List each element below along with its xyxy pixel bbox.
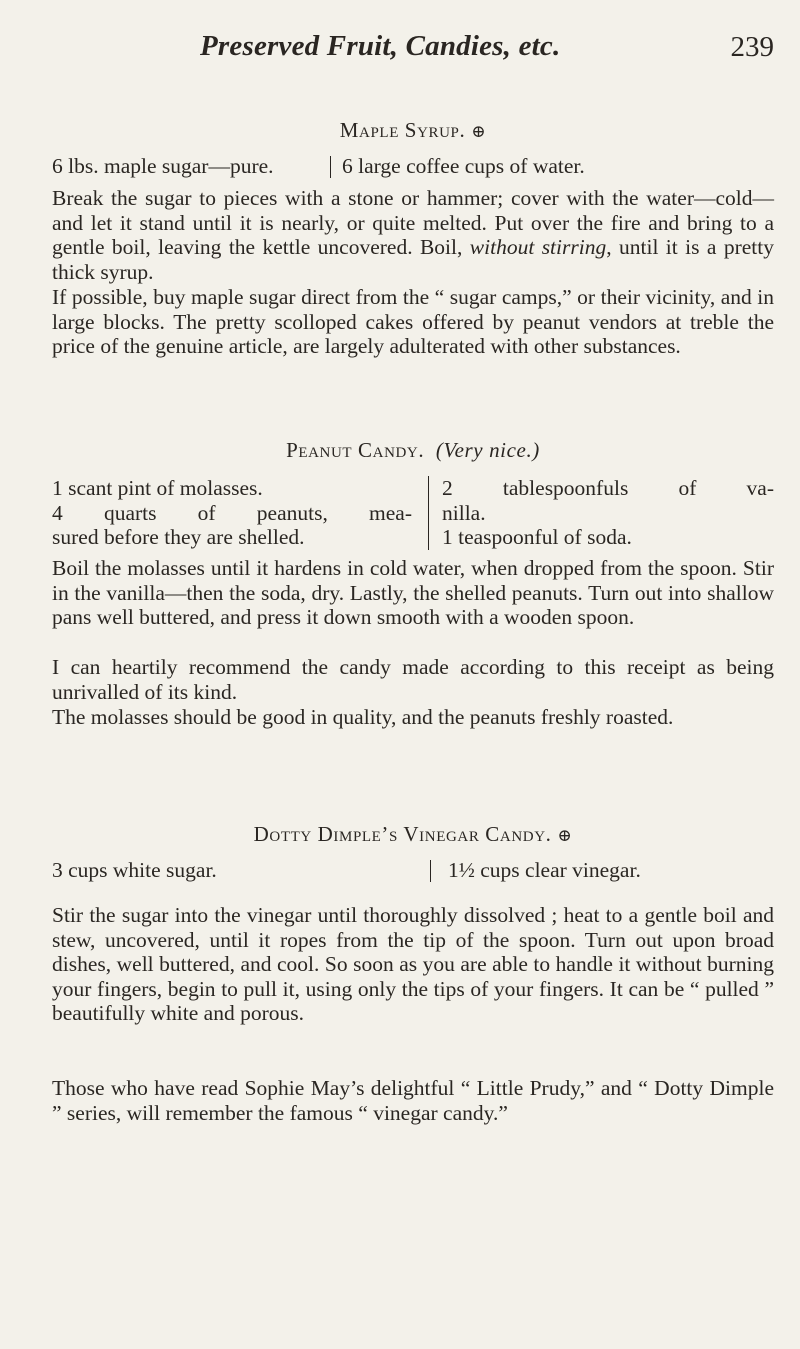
- peanut-paragraph-1: Boil the molasses until it hardens in cold water, when dropped from the spoon. Stir in the vanilla—then the soda, dry. Lastly, the shelled peanuts. Turn out into shallow pans well buttered, and press it down smooth with a wooden spoon.: [52, 556, 774, 630]
- vinegar-candy-title-text: Dotty Dimple’s Vinegar Candy.: [253, 822, 552, 846]
- vinegar-candy-title: [52, 822, 774, 847]
- maple-paragraph-2: If possible, buy maple sugar direct from the “ sugar camps,” or their vicinity, and in large blocks. The pretty scolloped cakes offered by peanut vendors at treble the price of the genuine article, are largely adulterated with other substances.: [52, 285, 774, 359]
- ingredient-right: 6 large coffee cups of water.: [342, 154, 585, 178]
- peanut-paragraph-3: The molasses should be good in quality, and the peanuts freshly roasted.: [52, 705, 674, 729]
- peanut-candy-title: [52, 438, 774, 463]
- ingredient-right: 1½ cups clear vinegar.: [448, 858, 641, 882]
- ingredient-left: 6 lbs. maple sugar—pure.: [52, 154, 274, 178]
- ingredient-divider: [428, 476, 429, 550]
- maple-syrup-title: [52, 118, 774, 143]
- peanut-paragraph-2: I can heartily recommend the candy made according to this receipt as being unrivalled of its kind.: [52, 655, 774, 704]
- maple-syrup-title-text: Maple Syrup.: [339, 118, 466, 142]
- peanut-candy-title-text: Peanut Candy.: [286, 438, 425, 462]
- ingredient-line: sured before they are shelled.: [52, 525, 305, 549]
- ingredient-line: 2 tablespoonfuls of va-: [442, 476, 774, 500]
- peanut-ingredients-right: [442, 476, 774, 550]
- ingredient-left: 3 cups white sugar.: [52, 858, 217, 882]
- running-title: Preserved Fruit, Candies, etc.: [200, 30, 561, 62]
- ingredient-line: 4 quarts of peanuts, mea-: [52, 500, 412, 525]
- ingredient-line: 1 scant pint of molasses.: [52, 476, 263, 500]
- recipe-symbol-icon: ⊕: [557, 826, 573, 845]
- ingredient-divider: [430, 860, 431, 882]
- page-header: [52, 30, 774, 70]
- vinegar-paragraph-1: Stir the sugar into the vinegar until thoroughly dissolved ; heat to a gentle boil and stew, uncovered, until it ropes from the tip of the spoon. Turn out upon broad dishes, well buttered, and cool. So soon as you are able to handle it without burning your fingers, begin to pull it, using only the tips of your fingers. It can be “ pulled ” beautifully white and porous.: [52, 903, 774, 1026]
- ingredient-line: 1 teaspoonful of soda.: [442, 525, 632, 549]
- peanut-candy-note: (Very nice.): [435, 438, 540, 462]
- maple-paragraph-1: Break the sugar to pieces with a stone or hammer; cover with the water—cold—and let it stand until it is nearly, or quite melted. Put over the fire and bring to a gentle boil, leaving the kettle uncovered. Boil, without stirring, until it is a pretty thick syrup.: [52, 186, 774, 284]
- peanut-ingredients-left: [52, 476, 412, 550]
- page-number: 239: [730, 31, 774, 63]
- recipe-symbol-icon: ⊕: [471, 122, 487, 141]
- ingredient-line: nilla.: [442, 500, 486, 525]
- ingredient-divider: [330, 156, 331, 178]
- vinegar-paragraph-2: Those who have read Sophie May’s delightful “ Little Prudy,” and “ Dotty Dimple ” series, will remember the famous “ vinegar candy.”: [52, 1076, 774, 1125]
- emphasis-text: without stirring: [469, 235, 607, 260]
